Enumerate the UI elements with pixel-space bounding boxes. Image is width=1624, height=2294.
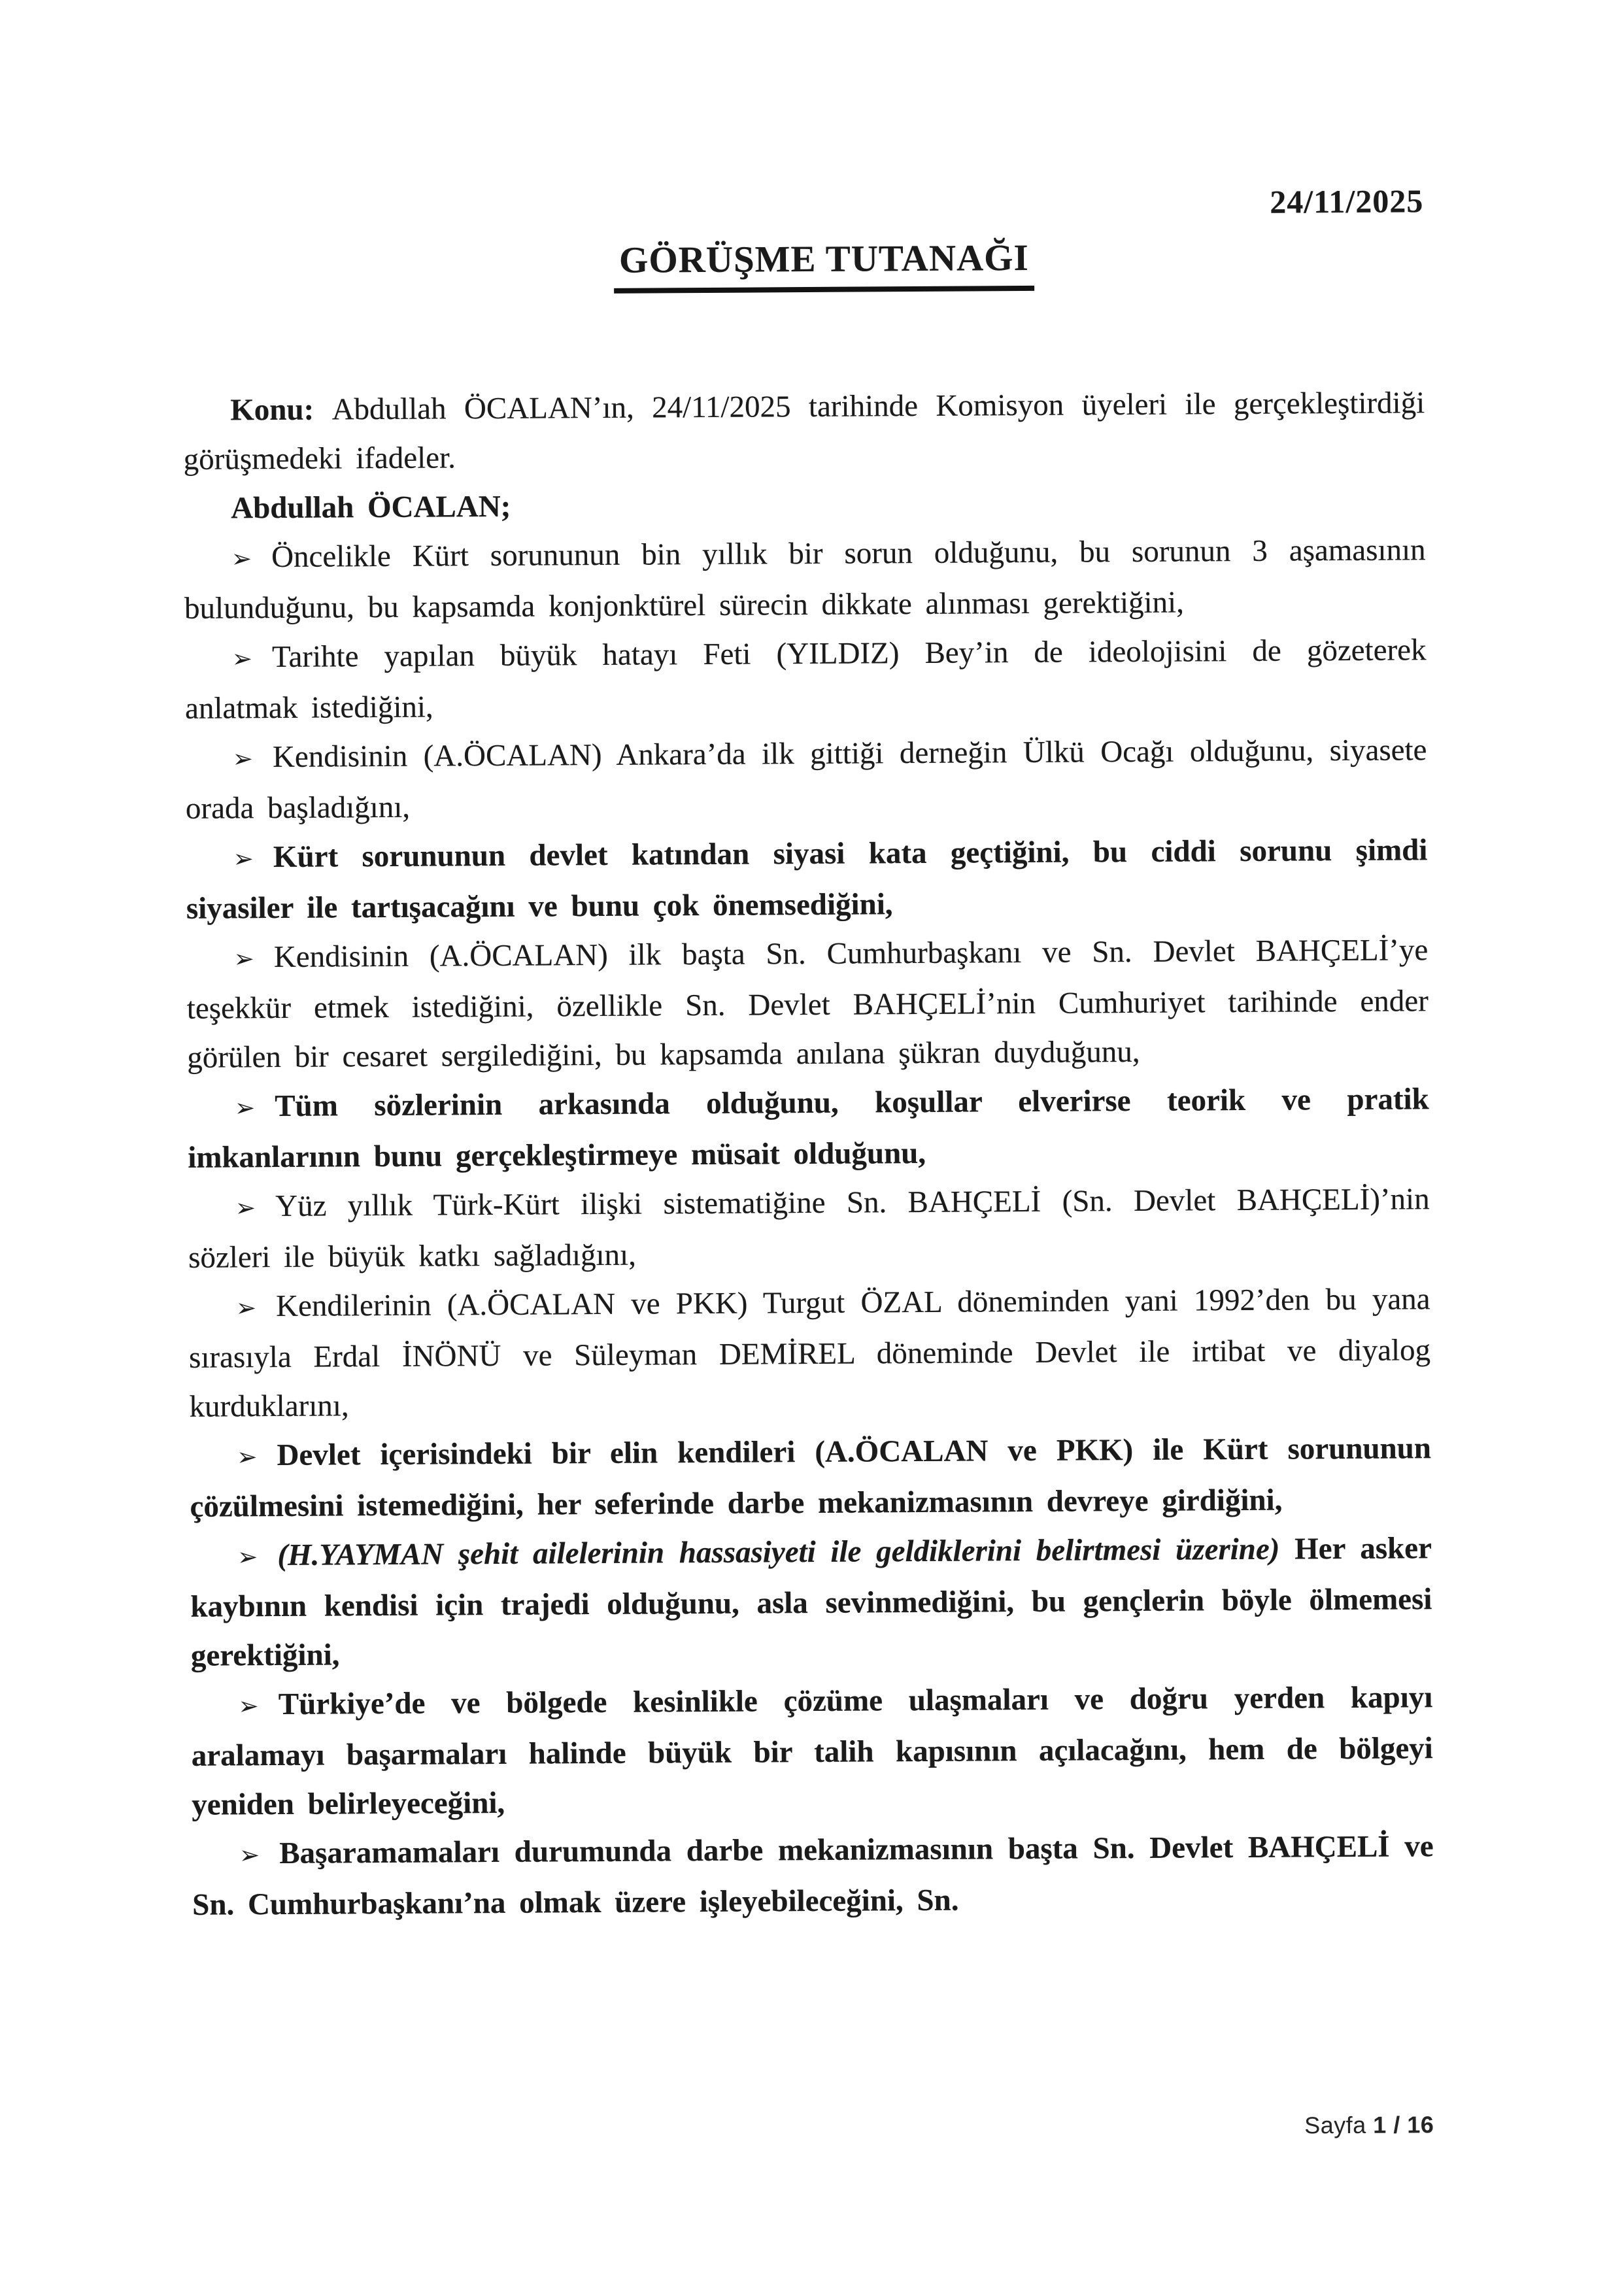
- text-run: Başaramamaları durumunda darbe mekanizmasının başta Sn. Devlet BAHÇELİ ve Sn. Cumhurbaşkanı’na olmak üzere işleyebileceğini, Sn.: [192, 1829, 1434, 1922]
- bullet-arrow-icon: ➢: [234, 1095, 256, 1122]
- document-body: [183, 379, 1434, 1930]
- bullet-arrow-icon: ➢: [231, 646, 253, 673]
- bullet-paragraph: [188, 1175, 1430, 1283]
- text-run: Her asker kaybının kendisi için trajedi olduğunu, asla sevinmediğini, bu gençlerin böyle ölmemesi gerektiğini,: [190, 1531, 1432, 1673]
- text-run: Konu:: [230, 392, 332, 428]
- paragraph: [183, 379, 1425, 484]
- bullet-paragraph: [190, 1524, 1432, 1681]
- title-wrap: [203, 234, 1445, 296]
- bullet-arrow-icon: ➢: [235, 1295, 257, 1323]
- text-run: (H.YAYMAN şehit ailelerinin hassasiyeti ile geldiklerini belirtmesi üzerine): [277, 1532, 1280, 1573]
- bullet-arrow-icon: ➢: [233, 846, 254, 873]
- bullet-paragraph: [188, 1275, 1430, 1432]
- text-run: Öncelikle Kürt sorununun bin yıllık bir sorun olduğunu, bu sorunun 3 aşamasının bulunduğunu, bu kapsamda konjonktürel sürecin dikkate alınması gerektiğini,: [184, 533, 1426, 626]
- text-run: Türkiye’de ve bölgede kesinlikle çözüme ulaşmaları ve doğru yerden kapıyı aralamayı başarmaları halinde büyük bir talih kapısının açılacağını, hem de bölgeyi yeniden belirleyeceğini,: [191, 1680, 1433, 1822]
- bullet-arrow-icon: ➢: [232, 746, 254, 773]
- text-run: Tüm sözlerinin arkasında olduğunu, koşullar elverirse teorik ve pratik imkanlarının bunu gerçekleştirmeye müsait olduğunu,: [188, 1082, 1429, 1175]
- footer-label: Sayfa: [1304, 2111, 1374, 2139]
- bullet-paragraph: [192, 1822, 1434, 1930]
- text-run: Abdullah ÖCALAN;: [230, 489, 511, 526]
- bullet-arrow-icon: ➢: [238, 1693, 259, 1721]
- document-title: GÖRÜŞME TUTANAĞI: [614, 237, 1034, 294]
- bullet-paragraph: [188, 1075, 1430, 1183]
- bullet-arrow-icon: ➢: [236, 1444, 258, 1472]
- bullet-arrow-icon: ➢: [239, 1842, 260, 1870]
- text-run: Devlet içerisindeki bir elin kendileri (A.ÖCALAN ve PKK) ile Kürt sorununun çözülmesini istemediğini, her seferinde darbe mekanizmasının devreye girdiğini,: [190, 1431, 1432, 1524]
- text-run: Kürt sorununun devlet katından siyasi kata geçtiğini, bu ciddi sorunu şimdi siyasiler ile tartışacağını ve bunu çok önemsediğini,: [186, 833, 1428, 926]
- text-run: Kendisinin (A.ÖCALAN) ilk başta Sn. Cumhurbaşkanı ve Sn. Devlet BAHÇELİ’ye teşekkür etmek istediğini, özellikle Sn. Devlet BAHÇELİ’nin Cumhuriyet tarihinde ender görülen bir cesaret sergilediğini, bu kapsamda anılana şükran duyduğunu,: [186, 933, 1429, 1075]
- bullet-paragraph: [191, 1673, 1433, 1830]
- bullet-arrow-icon: ➢: [237, 1544, 258, 1572]
- bullet-paragraph: [184, 526, 1426, 633]
- paragraph: [184, 477, 1425, 533]
- bullet-arrow-icon: ➢: [231, 546, 252, 573]
- text-run: Kendilerinin (A.ÖCALAN ve PKK) Turgut ÖZAL döneminden yani 1992’den bu yana sırasıyla Erdal İNÖNÜ ve Süleyman DEMİREL döneminde Devlet ile irtibat ve diyalog kurduklarını,: [188, 1282, 1431, 1424]
- text-run: Abdullah ÖCALAN’ın, 24/11/2025 tarihinde Komisyon üyeleri ile gerçekleştirdiği görüşmedeki ifadeler.: [183, 386, 1425, 477]
- bullet-paragraph: [186, 826, 1428, 934]
- bullet-paragraph: [184, 626, 1427, 734]
- bullet-paragraph: [186, 926, 1429, 1083]
- page-footer: [1304, 2111, 1434, 2139]
- bullet-arrow-icon: ➢: [235, 1195, 256, 1223]
- bullet-paragraph: [185, 726, 1427, 834]
- footer-page-number: 1 / 16: [1373, 2111, 1434, 2138]
- bullet-arrow-icon: ➢: [233, 946, 255, 973]
- text-run: Yüz yıllık Türk-Kürt ilişki sistematiğine Sn. BAHÇELİ (Sn. Devlet BAHÇELİ)’nin sözleri ile büyük katkı sağladığını,: [188, 1182, 1430, 1275]
- bullet-paragraph: [190, 1424, 1432, 1532]
- document-date: 24/11/2025: [1270, 182, 1424, 220]
- text-run: Tarihte yapılan büyük hatayı Feti (YILDIZ) Bey’in de ideolojisini de gözeterek anlatmak istediğini,: [184, 633, 1427, 726]
- text-run: Kendisinin (A.ÖCALAN) Ankara’da ilk gittiği derneğin Ülkü Ocağı olduğunu, siyasete orada başladığını,: [185, 733, 1427, 826]
